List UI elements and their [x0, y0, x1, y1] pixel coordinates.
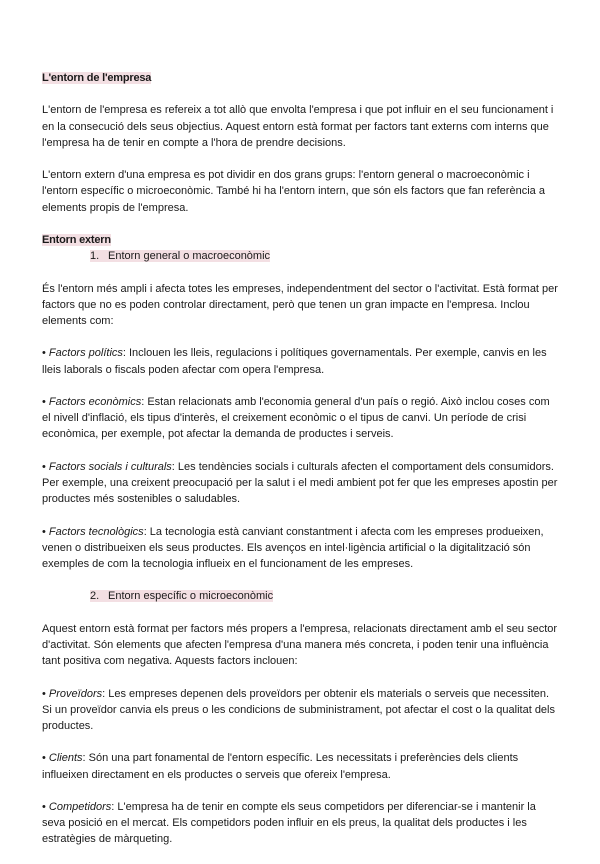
bullet-item	[42, 394, 558, 443]
bullet-text: : La tecnologia està canviant constantment i afecta com les empreses produeixen, venen o distribueixen els seus productes. Els avenços en intel·ligència artificial o la digitalització són exemples de com la tecnologia influeix en el funcionament de les empreses.	[42, 525, 544, 570]
bullet-label: Factors socials i culturals	[48, 460, 172, 473]
title-text: L'entorn de l'empresa	[42, 72, 152, 84]
document-page	[42, 70, 558, 864]
bullet-label: Clients	[48, 752, 83, 765]
numbered-heading-highlight	[90, 250, 270, 262]
bullet-text: : Les empreses depenen dels proveïdors per obtenir els materials o serveis que necessiten. Si un proveïdor canvia els preus o les condicions de subministrament, pot afectar el cost o la qualitat dels productes.	[42, 687, 555, 732]
numbered-heading-specific	[90, 588, 558, 604]
bullet-label: Proveïdors	[48, 687, 103, 700]
numbered-heading-label: Entorn general o macroeconòmic	[108, 250, 271, 263]
bullet-marker: •	[42, 347, 46, 360]
bullet-item	[42, 799, 558, 848]
bullet-marker: •	[42, 687, 46, 700]
document-title	[42, 70, 558, 86]
bullet-text: : Les tendències socials i culturals afecten el comportament dels consumidors. Per exemple, una creixent preocupació per la salut i el medi ambient pot fer que les empreses apostin per productes més sostenibles o saludables.	[42, 460, 558, 506]
intro-paragraph-1: L'entorn de l'empresa es refereix a tot allò que envolta l'empresa i que pot influir en el seu funcionament i en la consecució dels seus objectius. Aquest entorn està format per factors tant externs com interns que l'empresa ha de tenir en compte a l'hora de prendre decisions.	[42, 104, 554, 149]
specific-paragraph: Aquest entorn està format per factors més propers a l'empresa, relacionats directament amb el seu sector d'activitat. Són elements que afecten l'empresa d'una manera més concreta, i poden tenir una influència tant positiva com negativa. Aquests factors inclouen:	[42, 622, 558, 668]
section-heading-text: Entorn extern	[42, 233, 111, 246]
bullet-item	[42, 459, 558, 508]
section-heading-extern	[42, 232, 558, 248]
numbered-heading-number: 1.	[90, 250, 100, 263]
numbered-heading-general	[90, 248, 558, 264]
bullet-item	[42, 686, 558, 735]
bullet-text: : Són una part fonamental de l'entorn específic. Les necessitats i preferències dels clients influeixen directament en els productes o serveis que ofereix l'empresa.	[42, 752, 519, 781]
bullet-label: Factors polítics	[48, 347, 123, 360]
bullet-label: Competidors	[48, 800, 112, 813]
bullet-item	[42, 524, 558, 573]
bullet-label: Factors tecnològics	[48, 525, 144, 538]
intro-paragraph-2: L'entorn extern d'una empresa es pot dividir en dos grans grups: l'entorn general o macroeconòmic i l'entorn específic o microeconòmic. També hi ha l'entorn intern, que són els factors que fan referència a elements propis de l'empresa.	[42, 169, 545, 214]
bullet-text: : Inclouen les lleis, regulacions i polítiques governamentals. Per exemple, canvis en les lleis laborals o fiscals poden afectar com opera l'empresa.	[42, 347, 547, 376]
bullet-marker: •	[42, 395, 46, 408]
bullet-marker: •	[42, 460, 46, 473]
numbered-heading-label: Entorn específic o microeconòmic	[108, 590, 274, 603]
bullet-marker: •	[42, 800, 46, 813]
bullet-label: Factors econòmics	[48, 395, 142, 408]
bullet-text: : Estan relacionats amb l'economia general d'un país o regió. Això inclou coses com el nivell d'inflació, els tipus d'interès, el creixement econòmic o el tipus de canvi. Un període de crisi econòmica, per exemple, pot afectar la demanda de productes i serveis.	[42, 395, 550, 441]
general-paragraph: És l'entorn més ampli i afecta totes les empreses, independentment del sector o l'activitat. Està format per factors que no es poden controlar directament, però que tenen un gran impacte en l'empresa. Inclou elements com:	[42, 282, 558, 327]
bullet-text: : L'empresa ha de tenir en compte els seus competidors per diferenciar-se i mantenir la seva posició en el mercat. Els competidors poden influir en els preus, la qualitat dels productes i les estratègies de màrqueting.	[42, 800, 536, 846]
bullet-item	[42, 345, 558, 377]
bullet-item	[42, 750, 558, 782]
bullet-marker: •	[42, 525, 46, 538]
bullet-marker: •	[42, 752, 46, 765]
numbered-heading-number: 2.	[90, 590, 100, 603]
numbered-heading-highlight	[90, 590, 273, 602]
